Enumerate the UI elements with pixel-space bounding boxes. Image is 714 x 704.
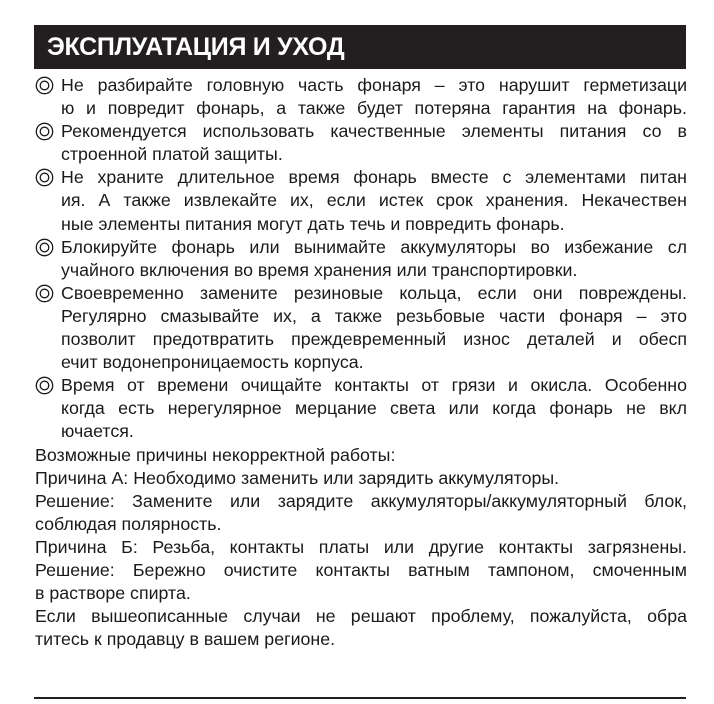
bullet-text-line: Своевременно замените резиновые кольца, если они повреждены. <box>61 282 687 303</box>
bullet-item-contacts <box>35 374 687 443</box>
double-circle-bullet-icon <box>35 238 54 257</box>
solution-a-text: Решение: Замените или зарядите аккумуляторы/аккумуляторный блок, <box>35 490 687 511</box>
double-circle-bullet-icon <box>35 168 54 187</box>
bullet-text-line: позволит предотвратить преждевременный износ деталей и обесп <box>61 329 687 350</box>
bullet-text-line: ючается. <box>61 421 134 442</box>
solution-a-text: соблюдая полярность. <box>35 513 222 534</box>
bullet-text-line: когда есть нерегулярное мерцание света или когда фонарь не вкл <box>61 398 687 419</box>
instructions-body <box>35 74 687 651</box>
bullet-text-line: Рекомендуется использовать качественные элементы питания со в <box>61 121 687 142</box>
cause-b-text: Причина Б: Резьба, контакты платы или другие контакты загрязнены. <box>35 536 687 557</box>
bullet-text-line: ю и повредит фонарь, а также будет потеряна гарантия на фонарь. <box>61 98 687 119</box>
double-circle-bullet-icon <box>35 76 54 95</box>
troubleshooting-section <box>35 444 687 652</box>
solution-b-text: в растворе спирта. <box>35 583 191 604</box>
bullet-text-line: ные элементы питания могут дать течь и повредить фонарь. <box>61 213 565 234</box>
bullet-item-power-elements <box>35 120 687 166</box>
bullet-item-disassembly <box>35 74 687 120</box>
double-circle-bullet-icon <box>35 122 54 141</box>
bullet-text-line: Регулярно смазывайте их, а также резьбовые части фонаря – это <box>61 305 687 326</box>
double-circle-bullet-icon <box>35 376 54 395</box>
bullet-item-storage <box>35 166 687 235</box>
bullet-text-line: Время от времени очищайте контакты от грязи и окисла. Особенно <box>61 375 687 396</box>
bullet-text-line: Не разбирайте головную часть фонаря – это нарушит герметизаци <box>61 75 687 95</box>
bullet-item-lockout <box>35 236 687 282</box>
bullet-text-line: ия. А также извлекайте их, если истек срок хранения. Некачествен <box>61 190 687 211</box>
section-title: ЭКСПЛУАТАЦИЯ И УХОД <box>47 32 345 61</box>
troubleshooting-intro: Возможные причины некорректной работы: <box>35 444 396 465</box>
bullet-text-line: Не храните длительное время фонарь вместе с элементами питан <box>61 167 687 188</box>
bullet-text-line: Блокируйте фонарь или вынимайте аккумуляторы во избежание сл <box>61 236 687 257</box>
section-header <box>34 25 686 69</box>
cause-a-text: Причина А: Необходимо заменить или зарядить аккумуляторы. <box>35 467 560 488</box>
bullet-text-line: строенной платой защиты. <box>61 144 283 165</box>
bullet-item-o-rings <box>35 282 687 374</box>
solution-b-text: Решение: Бережно очистите контакты ватным тампоном, смоченным <box>35 559 687 580</box>
bullet-text-line: учайного включения во время хранения или транспортировки. <box>61 259 578 280</box>
bullet-text-line: ечит водонепроницаемость корпуса. <box>61 352 364 373</box>
bottom-divider <box>34 697 686 699</box>
closing-text: Если вышеописанные случаи не решают проблему, пожалуйста, обра <box>35 606 687 627</box>
double-circle-bullet-icon <box>35 284 54 303</box>
closing-text: титесь к продавцу в вашем регионе. <box>35 629 336 650</box>
